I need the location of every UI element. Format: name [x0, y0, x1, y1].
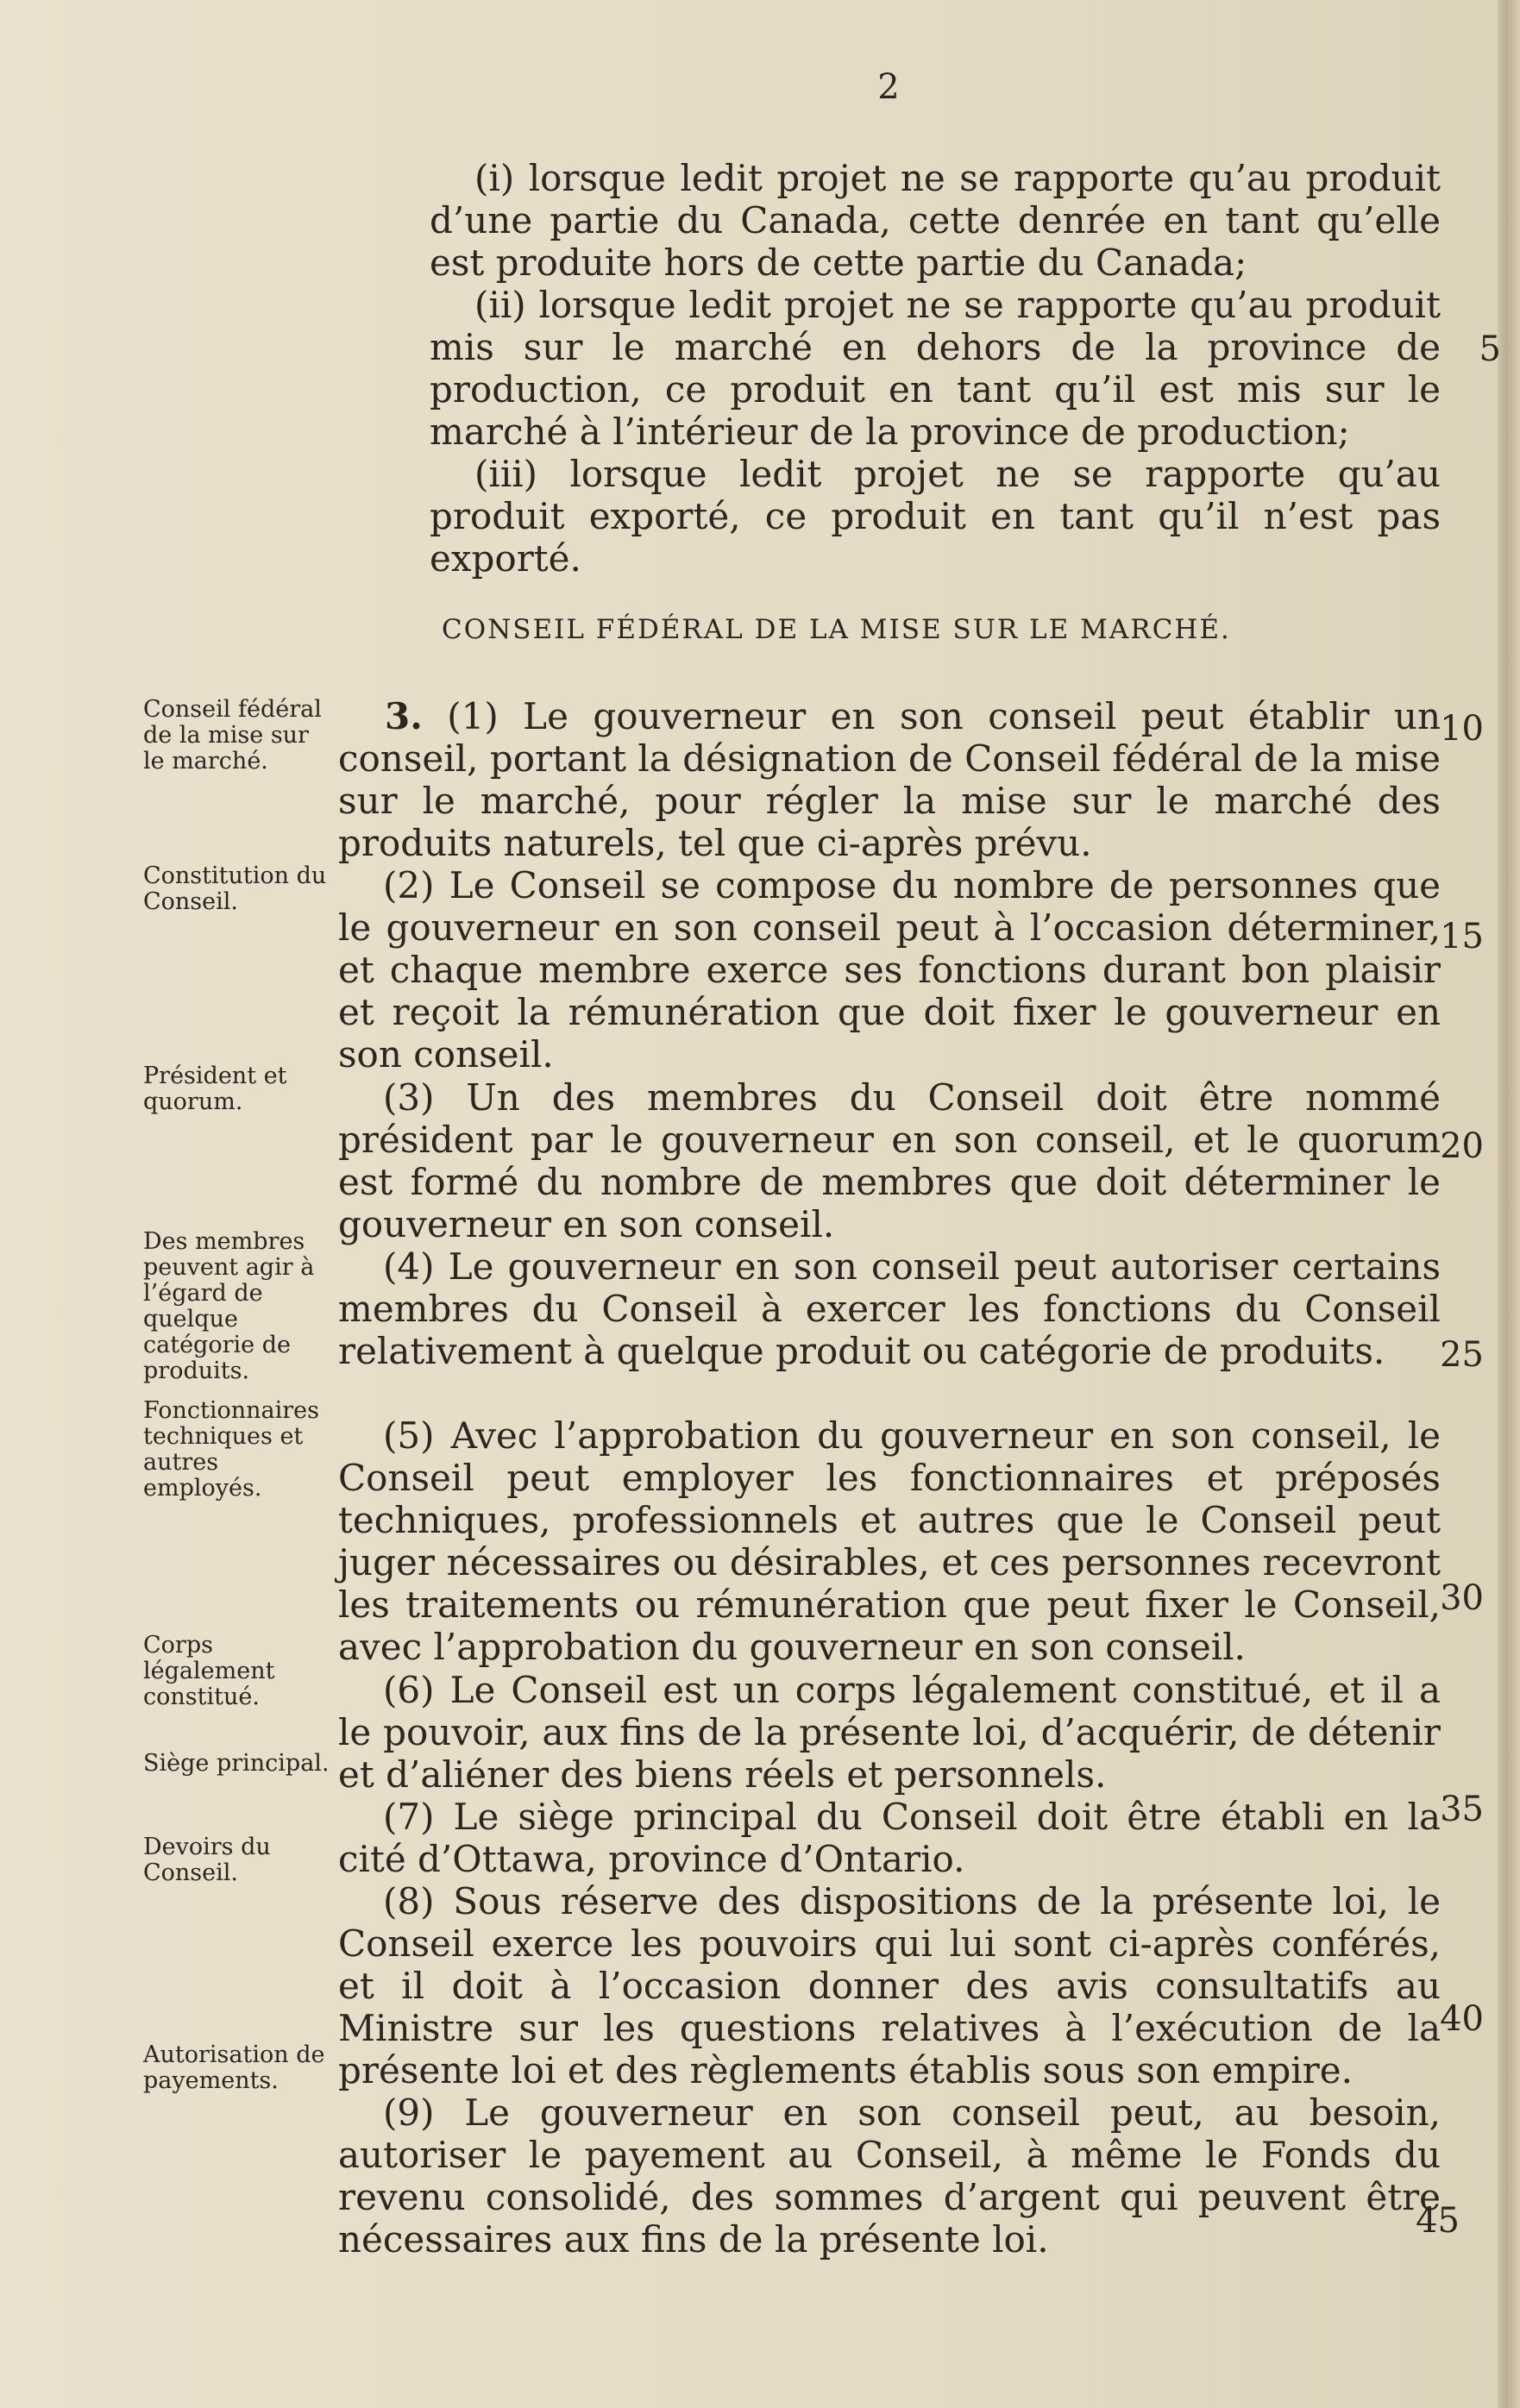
line-number-20: 20	[1440, 1126, 1484, 1166]
margin-note-constitution: Constitution du Conseil.	[143, 862, 327, 915]
line-number-45: 45	[1416, 2201, 1460, 2241]
line-number-25: 25	[1440, 1335, 1484, 1375]
subsection-7: (7) Le siège principal du Conseil doit être établi en la cité d’Ottawa, province d’Ontario.	[338, 1796, 1441, 1880]
line-number-40: 40	[1440, 1999, 1484, 2039]
subsection-1	[338, 695, 1441, 864]
line-number-5: 5	[1479, 329, 1501, 369]
margin-note-siege: Siège principal.	[143, 1750, 330, 1777]
line-number-35: 35	[1440, 1790, 1484, 1829]
paragraph-ii: (ii) lorsque ledit projet ne se rapporte qu’au produit mis sur le marché en dehors de la province de production, ce produit en tant qu’il est mis sur le marché à l’intérieur de la province de production;	[430, 284, 1441, 453]
margin-note-fonctionnaires: Fonctionnaires techniques et autres employés.	[143, 1397, 320, 1502]
margin-note-devoirs: Devoirs du Conseil.	[143, 1834, 271, 1886]
margin-note-conseil: Conseil fédéral de la mise sur le marché.	[143, 696, 322, 774]
margin-note-membres: Des membres peuvent agir à l’égard de quelque catégorie de produits.	[143, 1228, 315, 1384]
line-number-10: 10	[1440, 709, 1484, 749]
subsection-8: (8) Sous réserve des dispositions de la présente loi, le Conseil exerce les pouvoirs qui lui sont ci-après conférés, et il doit à l’occasion donner des avis consultatifs au Ministre sur les questions relatives à l’exécution de la présente loi et des règlements établis sous son empire.	[338, 1880, 1441, 2091]
page-number: 2	[877, 67, 900, 107]
subsection-4: (4) Le gouverneur en son conseil peut autoriser certains membres du Conseil à exercer les fonctions du Conseil relativement à quelque produit ou catégorie de produits.	[338, 1245, 1441, 1372]
margin-note-autorisation: Autorisation de payements.	[143, 2041, 325, 2094]
paragraph-iii: (iii) lorsque ledit projet ne se rapporte qu’au produit exporté, ce produit en tant qu’il n’est pas exporté.	[430, 453, 1441, 580]
section-number: 3.	[385, 695, 423, 737]
subsection-2: (2) Le Conseil se compose du nombre de personnes que le gouverneur en son conseil peut à l’occasion déterminer, et chaque membre exerce ses fonctions durant bon plaisir et reçoit la rémunération que doit fixer le gouverneur en son conseil.	[338, 864, 1441, 1075]
subsection-3: (3) Un des membres du Conseil doit être nommé président par le gouverneur en son conseil, et le quorum est formé du nombre de membres que doit déterminer le gouverneur en son conseil.	[338, 1076, 1441, 1245]
section-heading: CONSEIL FÉDÉRAL DE LA MISE SUR LE MARCHÉ.	[442, 614, 1231, 645]
margin-note-president: Président et quorum.	[143, 1063, 287, 1115]
subsection-1-text: (1) Le gouverneur en son conseil peut établir un conseil, portant la désignation de Conseil fédéral de la mise sur le marché, pour régler la mise sur le marché des produits naturels, tel que ci-après prévu.	[338, 695, 1441, 864]
subsection-9: (9) Le gouverneur en son conseil peut, au besoin, autoriser le payement au Conseil, à même le Fonds du revenu consolidé, des sommes d’argent qui peuvent être nécessaires aux fins de la présente loi.	[338, 2091, 1441, 2261]
paragraph-i: (i) lorsque ledit projet ne se rapporte qu’au produit d’une partie du Canada, cette denrée en tant qu’elle est produite hors de cette partie du Canada;	[430, 157, 1441, 284]
line-number-30: 30	[1440, 1578, 1484, 1618]
margin-note-corps: Corps légalement constitué.	[143, 1632, 275, 1710]
line-number-15: 15	[1440, 917, 1484, 956]
subsection-5: (5) Avec l’approbation du gouverneur en son conseil, le Conseil peut employer les fonctionnaires et préposés techniques, professionnels et autres que le Conseil peut juger nécessaires ou désirables, et ces personnes recevront les traitements ou rémunération que peut fixer le Conseil, avec l’approbation du gouverneur en son conseil.	[338, 1414, 1441, 1668]
subsection-6: (6) Le Conseil est un corps légalement constitué, et il a le pouvoir, aux fins de la présente loi, d’acquérir, de détenir et d’aliéner des biens réels et personnels.	[338, 1669, 1441, 1796]
